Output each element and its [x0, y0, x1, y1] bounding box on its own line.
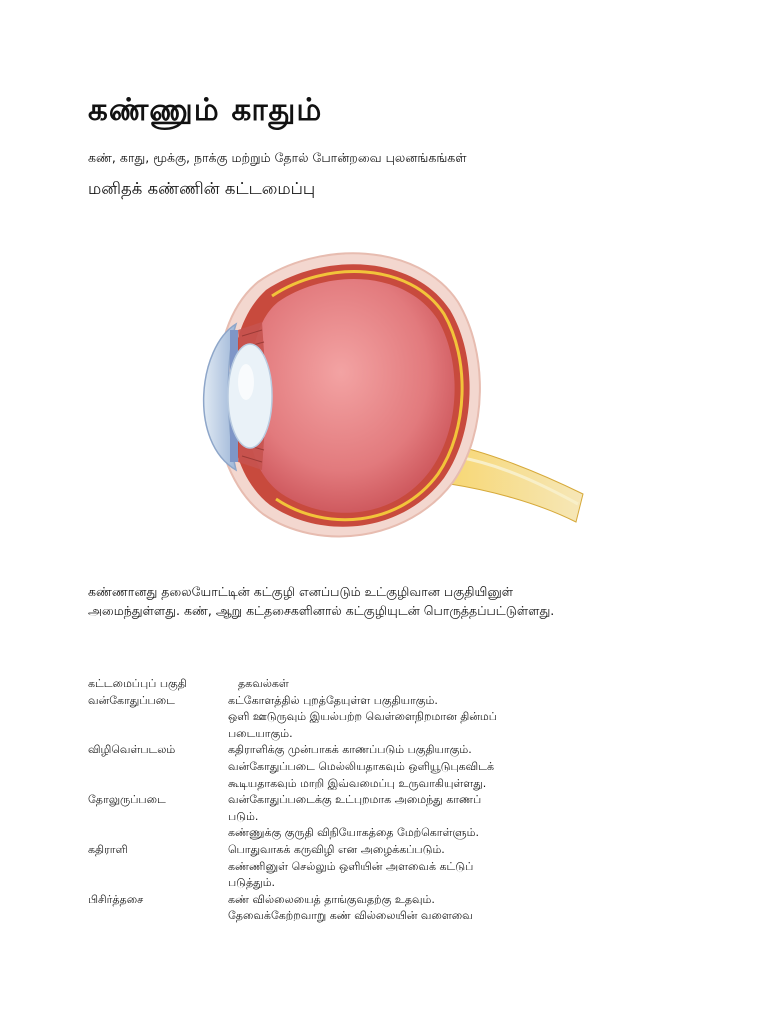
info-line: கட்கோளத்தில் புறத்தேயுள்ள பகுதியாகும். [228, 693, 438, 707]
info-line: படையாகும். [228, 726, 293, 740]
paragraph-line: அமைந்துள்ளது. கண், ஆறு கட்தசைகளினால் கட்குழியுடன் பொருத்தப்பட்டுள்ளது. [88, 603, 555, 618]
table-cell-info [228, 742, 688, 792]
info-line: தேவைக்கேற்றவாறு கண் வில்லையின் வளைவை [228, 909, 473, 923]
info-line: கதிராளிக்கு முன்பாகக் காணப்படும் பகுதியாகும். [228, 743, 472, 757]
eye-cross-section-icon [158, 232, 590, 570]
table-row [88, 842, 688, 892]
table-cell-part: கதிராளி [88, 842, 128, 856]
paragraph-line: கண்ணானது தலையோட்டின் கட்குழி எனப்படும் உட்குழிவான பகுதியினுள் [88, 584, 514, 599]
table-row [88, 792, 688, 842]
section-heading: மனிதக் கண்ணின் கட்டமைப்பு [88, 179, 316, 198]
table-cell-part: தோலுருப்படை [88, 793, 166, 807]
info-line: கண்ணுக்கு குருதி விநியோகத்தை மேற்கொள்ளும். [228, 826, 479, 840]
table-row [88, 693, 688, 743]
info-line: படும். [228, 809, 259, 823]
subtitle: கண், காது, மூக்கு, நாக்கு மற்றும் தோல் போன்றவை புலனங்கங்கள் [88, 150, 467, 165]
structure-table [88, 676, 688, 925]
table-row [88, 742, 688, 792]
table-cell-info [228, 892, 688, 925]
table-cell-info [228, 842, 688, 892]
table-cell-part: பிசிர்த்தசை [88, 892, 144, 906]
info-line: பொதுவாகக் கருவிழி என அழைக்கப்படும். [228, 842, 445, 856]
table-cell-info [228, 792, 688, 842]
info-line: ஒளி ஊடுருவும் இயல்பற்ற வெள்ளைநிறமான தின்மப் [228, 710, 497, 724]
eye-cross-section-figure [158, 232, 590, 570]
info-line: கண் வில்லையைத் தாங்குவதற்கு உதவும். [228, 892, 435, 906]
table-header-info: தகவல்கள் [238, 677, 289, 690]
page-title: கண்ணும் காதும் [88, 92, 323, 128]
info-line: படுத்தும். [228, 876, 276, 890]
table-header-part: கட்டமைப்புப் பகுதி [88, 677, 187, 690]
info-line: கூடியதாகவும் மாறி இவ்வமைப்பு உருவாகியுள்ளது. [228, 776, 487, 790]
info-line: வன்கோதுப்படைக்கு உட்புறமாக அமைந்து காணப் [228, 793, 482, 807]
table-header-row [88, 676, 688, 693]
intro-paragraph [88, 582, 688, 620]
table-cell-part: வன்கோதுப்படை [88, 693, 175, 707]
info-line: வன்கோதுப்படை மெல்லியதாகவும் ஒளியூடுபுகவிடக் [228, 759, 494, 773]
info-line: கண்ணினுள் செல்லும் ஒளியின் அளவைக் கட்டுப் [228, 859, 474, 873]
table-cell-info [228, 693, 688, 743]
table-row [88, 892, 688, 925]
table-cell-part: விழிவெள்படலம் [88, 743, 176, 757]
